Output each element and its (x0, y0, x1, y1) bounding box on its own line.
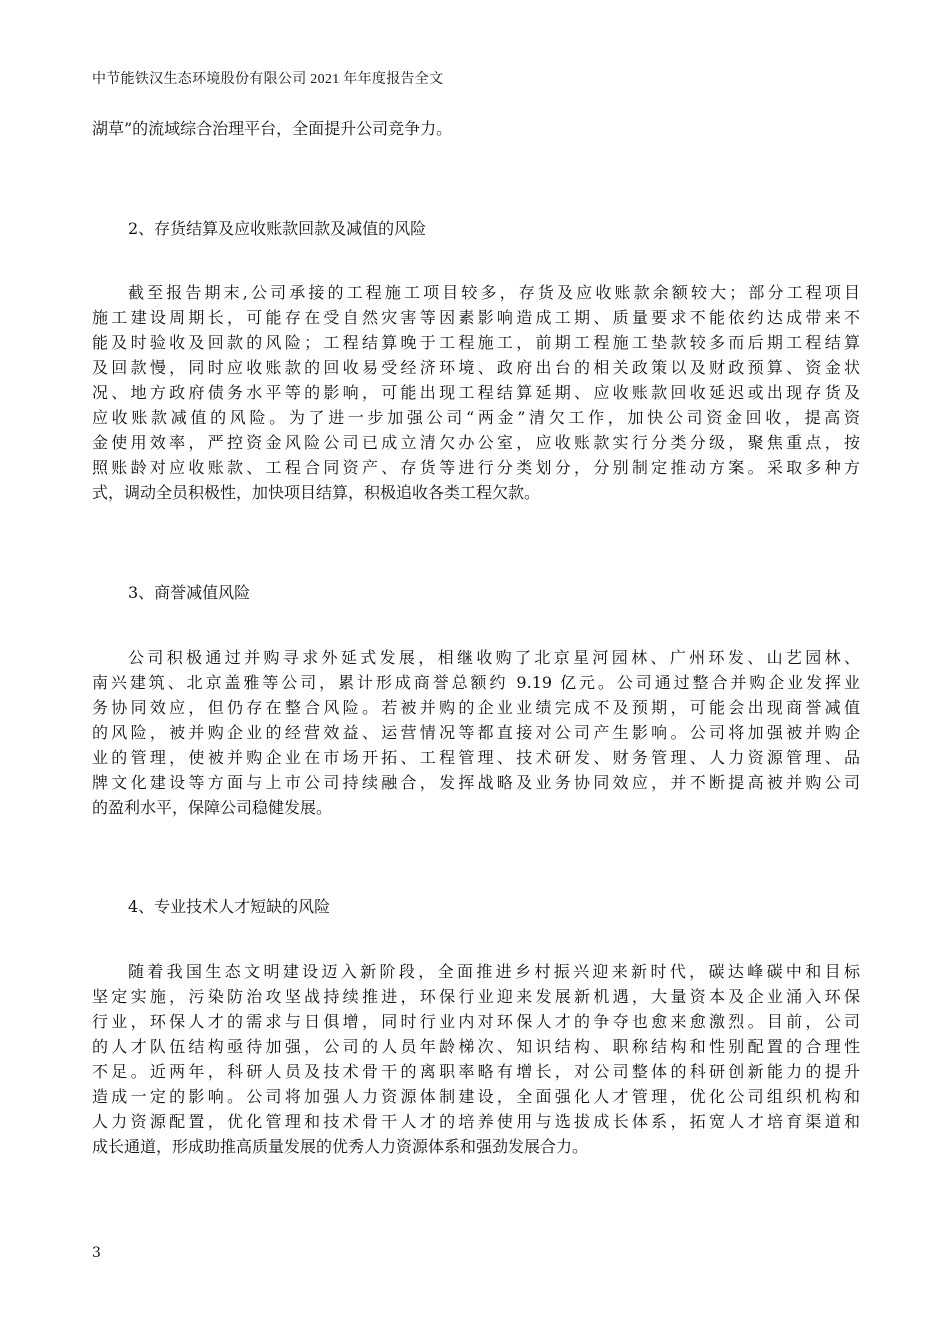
para-line: 公司积极通过并购寻求外延式发展，相继收购了北京星河园林、广州环发、山艺园林、 (128, 648, 860, 667)
para-line: 成长通道，形成助推高质量发展的优秀人力资源体系和强劲发展合力。 (92, 1137, 589, 1156)
section-heading-goodwill: 3、商誉减值风险 (128, 583, 251, 602)
document-header: 中节能铁汉生态环境股份有限公司 2021 年年度报告全文 (92, 72, 444, 87)
para-line: 截至报告期末,公司承接的工程施工项目较多，存货及应收账款余额较大；部分工程项目 (128, 283, 860, 302)
para-line: 随着我国生态文明建设迈入新阶段，全面推进乡村振兴迎来新时代，碳达峰碳中和目标 (128, 962, 860, 981)
para-line: 南兴建筑、北京盖雅等公司，累计形成商誉总额约 9.19 亿元。公司通过整合并购企业发挥业 (92, 673, 860, 692)
section-heading-talent: 4、专业技术人才短缺的风险 (128, 897, 331, 916)
para-line: 业的管理，使被并购企业在市场开拓、工程管理、技术研发、财务管理、人力资源管理、品 (92, 748, 860, 767)
para-line: 坚定实施，污染防治攻坚战持续推进，环保行业迎来发展新机遇，大量资本及企业涌入环保 (92, 987, 860, 1006)
para-line: 的盈利水平，保障公司稳健发展。 (92, 798, 333, 817)
para-line: 应收账款减值的风险。为了进一步加强公司“两金”清欠工作，加快公司资金回收，提高资 (92, 408, 860, 427)
page-number: 3 (92, 1245, 101, 1261)
para-line: 的风险，被并购企业的经营效益、运营情况等都直接对公司产生影响。公司将加强被并购企 (92, 723, 860, 742)
para-line: 及回款慢，同时应收账款的回收易受经济环境、政府出台的相关政策以及财政预算、资金状 (92, 358, 860, 377)
para-line: 照账龄对应收账款、工程合同资产、存货等进行分类划分，分别制定推动方案。采取多种方 (92, 458, 860, 477)
para-line: 牌文化建设等方面与上市公司持续融合，发挥战略及业务协同效应，并不断提高被并购公司 (92, 773, 860, 792)
para-line: 行业，环保人才的需求与日俱增，同时行业内对环保人才的争夺也愈来愈激烈。目前，公司 (92, 1012, 860, 1031)
para-line: 造成一定的影响。公司将加强人力资源体制建设，全面强化人才管理，优化公司组织机构和 (92, 1087, 860, 1106)
para-line: 的人才队伍结构亟待加强，公司的人员年龄梯次、知识结构、职称结构和性别配置的合理性 (92, 1037, 860, 1056)
para-line: 况、地方政府债务水平等的影响，可能出现工程结算延期、应收账款回收延迟或出现存货及 (92, 383, 860, 402)
intro-text: 湖草”的流域综合治理平台，全面提升公司竞争力。 (92, 119, 453, 138)
para-line: 不足。近两年，科研人员及技术骨干的离职率略有增长，对公司整体的科研创新能力的提升 (92, 1062, 860, 1081)
para-line: 务协同效应，但仍存在整合风险。若被并购的企业业绩完成不及预期，可能会出现商誉减值 (92, 698, 860, 717)
para-line: 金使用效率，严控资金风险公司已成立清欠办公室，应收账款实行分类分级，聚焦重点，按 (92, 433, 860, 452)
para-line: 式，调动全员积极性，加快项目结算，积极追收各类工程欠款。 (92, 483, 541, 502)
para-line: 人力资源配置，优化管理和技术骨干人才的培养使用与选拔成长体系，拓宽人才培育渠道和 (92, 1112, 860, 1131)
para-line: 施工建设周期长，可能存在受自然灾害等因素影响造成工期、质量要求不能依约达成带来不 (92, 308, 860, 327)
para-line: 能及时验收及回款的风险；工程结算晚于工程施工，前期工程施工垫款较多而后期工程结算 (92, 333, 860, 352)
section-heading-inventory: 2、存货结算及应收账款回款及减值的风险 (128, 219, 427, 238)
